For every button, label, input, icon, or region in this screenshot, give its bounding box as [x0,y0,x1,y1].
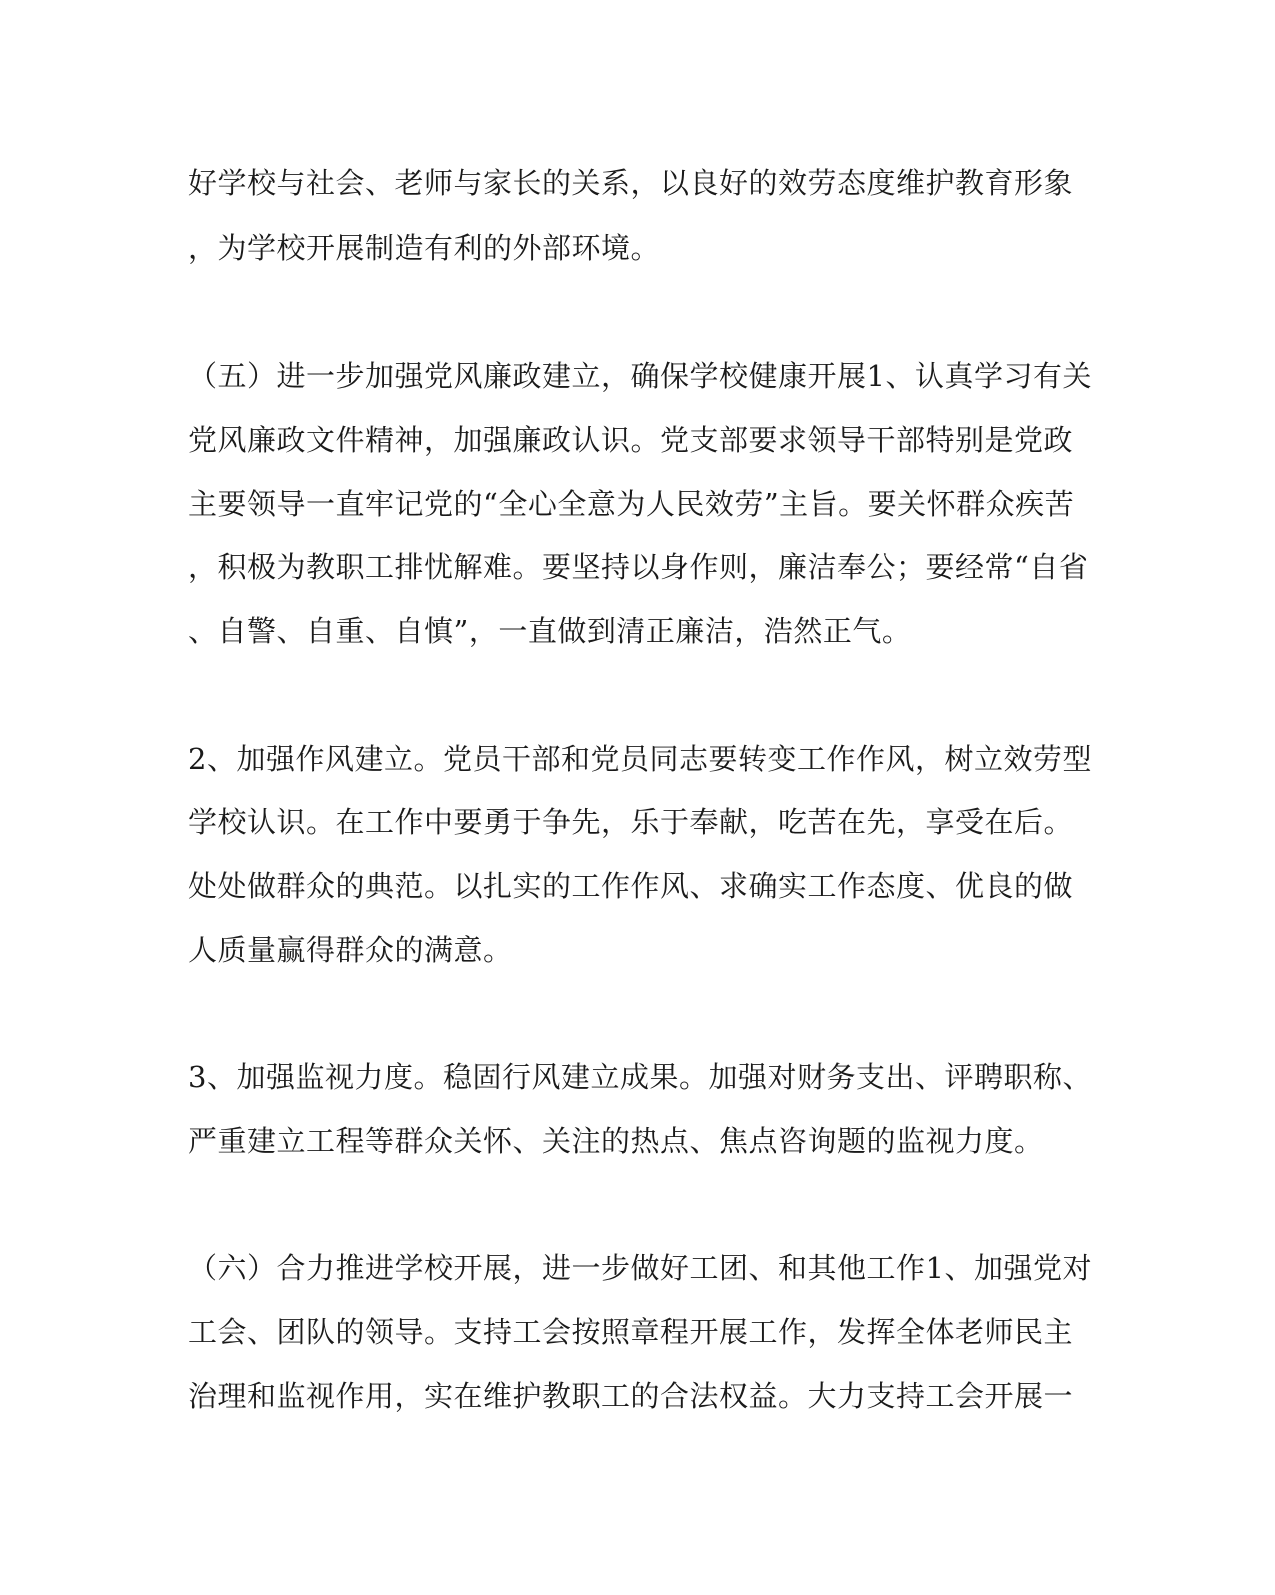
text-line: 工会、团队的领导。支持工会按照章程开展工作，发挥全体老师民主 [188,1315,1074,1349]
text-line: （六）合力推进学校开展，进一步做好工团、和其他工作1、加强党对 [188,1251,1092,1285]
text-line: 人质量赢得群众的满意。 [188,933,513,967]
text-line: 治理和监视作用，实在维护教职工的合法权益。大力支持工会开展一 [188,1379,1074,1413]
text-line: ，为学校开展制造有利的外部环境。 [188,231,661,265]
text-line: ，积极为教职工排忧解难。要坚持以身作则，廉洁奉公；要经常“自省 [188,550,1089,584]
text-line: 党风廉政文件精神，加强廉政认识。党支部要求领导干部特别是党政 [188,423,1074,457]
text-line: 2、加强作风建立。党员干部和党员同志要转变工作作风，树立效劳型 [188,742,1092,776]
text-line: 处处做群众的典范。以扎实的工作作风、求确实工作态度、优良的做 [188,869,1074,903]
text-line: （五）进一步加强党风廉政建立，确保学校健康开展1、认真学习有关 [188,359,1092,393]
text-line: 3、加强监视力度。稳固行风建立成果。加强对财务支出、评聘职称、 [188,1060,1092,1094]
text-line: 学校认识。在工作中要勇于争先，乐于奉献，吃苦在先，享受在后。 [188,805,1074,839]
text-line: 主要领导一直牢记党的“全心全意为人民效劳”主旨。要关怀群众疾苦 [188,487,1075,521]
text-line: 、自警、自重、自慎”，一直做到清正廉洁，浩然正气。 [188,614,912,648]
text-line: 好学校与社会、老师与家长的关系，以良好的效劳态度维护教育形象 [188,166,1074,200]
text-line: 严重建立工程等群众关怀、关注的热点、焦点咨询题的监视力度。 [188,1124,1044,1158]
